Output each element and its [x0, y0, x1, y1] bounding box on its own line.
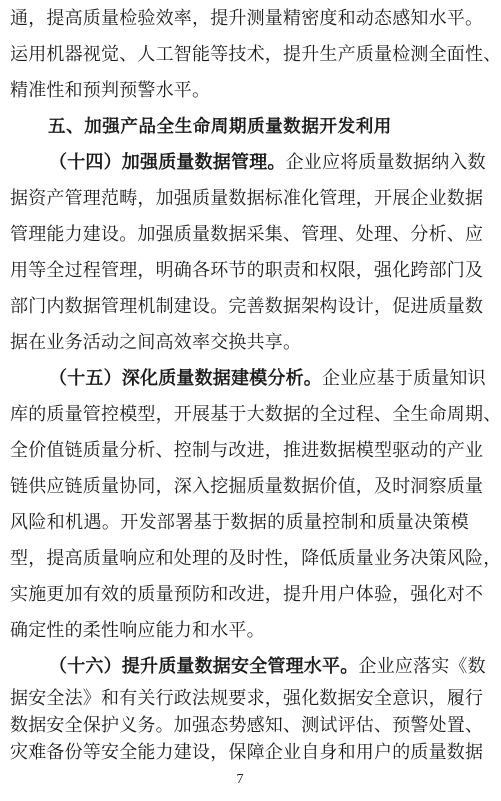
body-line: 数据安全保护义务。加强态势感知、测试评估、预警处置、	[10, 715, 484, 736]
body-line: 通，提高质量检验效率，提升测量精密度和动态感知水平。	[10, 8, 484, 29]
body-line: 风险和机遇。开发部署基于数据的质量控制和质量决策模	[10, 512, 469, 533]
body-line: 确定性的柔性响应能力和水平。	[10, 620, 265, 641]
body-line: 灾难备份等安全能力建设，保障企业自身和用户的质量数据	[10, 742, 484, 763]
page-number: 7	[236, 772, 244, 787]
body-line: 管理能力建设。加强质量数据采集、管理、处理、分析、应	[10, 224, 484, 245]
subheading: （十五）深化质量数据建模分析。	[49, 368, 322, 389]
paragraph-first-line	[49, 150, 486, 176]
body-line: 据资产管理范畴，加强质量数据标准化管理，开展企业数据	[10, 188, 484, 209]
body-text: 企业应将质量数据纳入数	[285, 152, 486, 173]
body-line: 库的质量管控模型，开展基于大数据的全过程、全生命周期、	[10, 404, 501, 425]
body-text: 企业应落实《数	[358, 656, 486, 677]
body-line: 链供应链质量协同，深入挖掘质量数据价值，及时洞察质量	[10, 476, 484, 497]
body-line: 精准性和预判预警水平。	[10, 80, 211, 101]
body-line: 据在业务活动之间高效率交换共享。	[10, 332, 302, 353]
subheading: （十六）提升质量数据安全管理水平。	[49, 656, 359, 677]
body-line: 据安全法》和有关行政法规要求，强化数据安全意识，履行	[10, 688, 484, 709]
body-line: 运用机器视觉、人工智能等技术，提升生产质量检测全面性、	[10, 44, 501, 65]
body-line: 全价值链质量分析、控制与改进，推进数据模型驱动的产业	[10, 440, 484, 461]
body-line: 部门内数据管理机制建设。完善数据架构设计，促进质量数	[10, 296, 484, 317]
paragraph-first-line	[49, 654, 486, 680]
section-heading: 五、加强产品全生命周期质量数据开发利用	[48, 117, 392, 137]
body-text: 企业应基于质量知识	[322, 368, 486, 389]
subheading: （十四）加强质量数据管理。	[49, 152, 286, 173]
body-line: 实施更加有效的质量预防和改进，提升用户体验，强化对不	[10, 584, 484, 605]
paragraph-first-line	[49, 366, 486, 392]
body-line: 用等全过程管理，明确各环节的职责和权限，强化跨部门及	[10, 260, 484, 281]
body-line: 型，提高质量响应和处理的及时性，降低质量业务决策风险，	[10, 548, 501, 569]
